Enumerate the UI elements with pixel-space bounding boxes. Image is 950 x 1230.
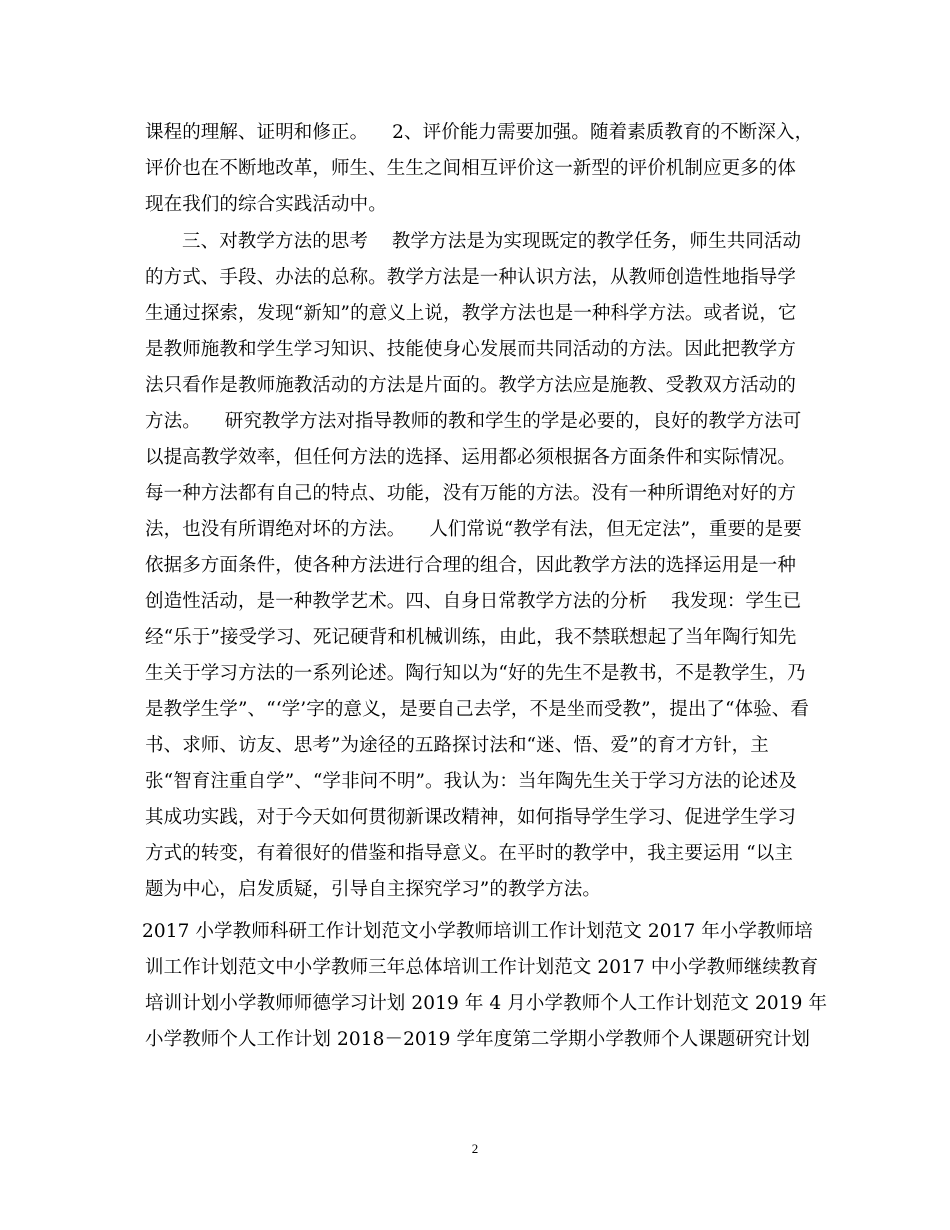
text-line: 现在我们的综合实践活动中。 [145,194,387,215]
related-links-line: 训工作计划范文中小学教师三年总体培训工作计划范文 2017 中小学教师继续教育 [145,957,819,978]
text-line: 经“乐于”接受学习、死记硬背和机械训练，由此，我不禁联想起了当年陶行知先 [145,627,797,648]
text-line: 课程的理解、证明和修正。 2、评价能力需要加强。随着素质教育的不断深入， [145,122,814,143]
text-line: 张“智育注重自学”、“学非问不明”。我认为：当年陶先生关于学习方法的论述及 [145,771,798,792]
related-links-line: 2017 小学教师科研工作计划范文小学教师培训工作计划范文 2017 年小学教师培 [142,921,813,942]
page-number: 2 [471,1141,479,1156]
text-line: 创造性活动，是一种教学艺术。四、自身日常教学方法的分析 我发现：学生已 [145,591,802,612]
text-line: 三、对教学方法的思考 教学方法是为实现既定的教学任务，师生共同活动 [182,231,802,252]
text-line: 是教学生学”、“‘学’字的意义，是要自己去学，不是坐而受教”，提出了“体验、看 [145,699,809,720]
text-line: 书、求师、访友、思考”为途径的五路探讨法和“迷、悟、爱”的育才方针，主 [145,735,769,756]
text-line: 的方式、手段、办法的总称。教学方法是一种认识方法，从教师创造性地指导学 [145,267,797,288]
text-line: 题为中心，启发质疑，引导自主探究学习”的教学方法。 [145,879,601,900]
text-line: 方式的转变，有着很好的借鉴和指导意义。在平时的教学中，我主要运用 “以主 [145,843,793,864]
text-line: 生通过探索，发现“新知”的意义上说，教学方法也是一种科学方法。或者说，它 [145,303,797,324]
text-line: 法，也没有所谓绝对坏的方法。 人们常说“教学有法，但无定法”，重要的是要 [145,519,802,540]
text-line: 依据多方面条件，使各种方法进行合理的组合，因此教学方法的选择运用是一种 [145,555,797,576]
text-line: 方法。 研究教学方法对指导教师的教和学生的学是必要的，良好的教学方法可 [145,411,802,432]
related-links-line: 小学教师个人工作计划 2018－2019 学年度第二学期小学教师个人课题研究计划 [145,1029,810,1050]
text-line: 以提高教学效率，但任何方法的选择、运用都必须根据各方面条件和实际情况。 [145,447,797,468]
text-line: 每一种方法都有自己的特点、功能，没有万能的方法。没有一种所谓绝对好的方 [145,483,797,504]
text-line: 是教师施教和学生学习知识、技能使身心发展而共同活动的方法。因此把教学方 [145,339,797,360]
text-line: 法只看作是教师施教活动的方法是片面的。教学方法应是施教、受教双方活动的 [145,375,797,396]
related-links-line: 培训计划小学教师师德学习计划 2019 年 4 月小学教师个人工作计划范文 2019 年 [145,993,828,1014]
text-line: 生关于学习方法的一系列论述。陶行知以为“好的先生不是教书，不是教学生，乃 [145,663,806,684]
text-line: 其成功实践，对于今天如何贯彻新课改精神，如何指导学生学习、促进学生学习 [145,807,797,828]
text-line: 评价也在不断地改革，师生、生生之间相互评价这一新型的评价机制应更多的体 [145,158,797,179]
